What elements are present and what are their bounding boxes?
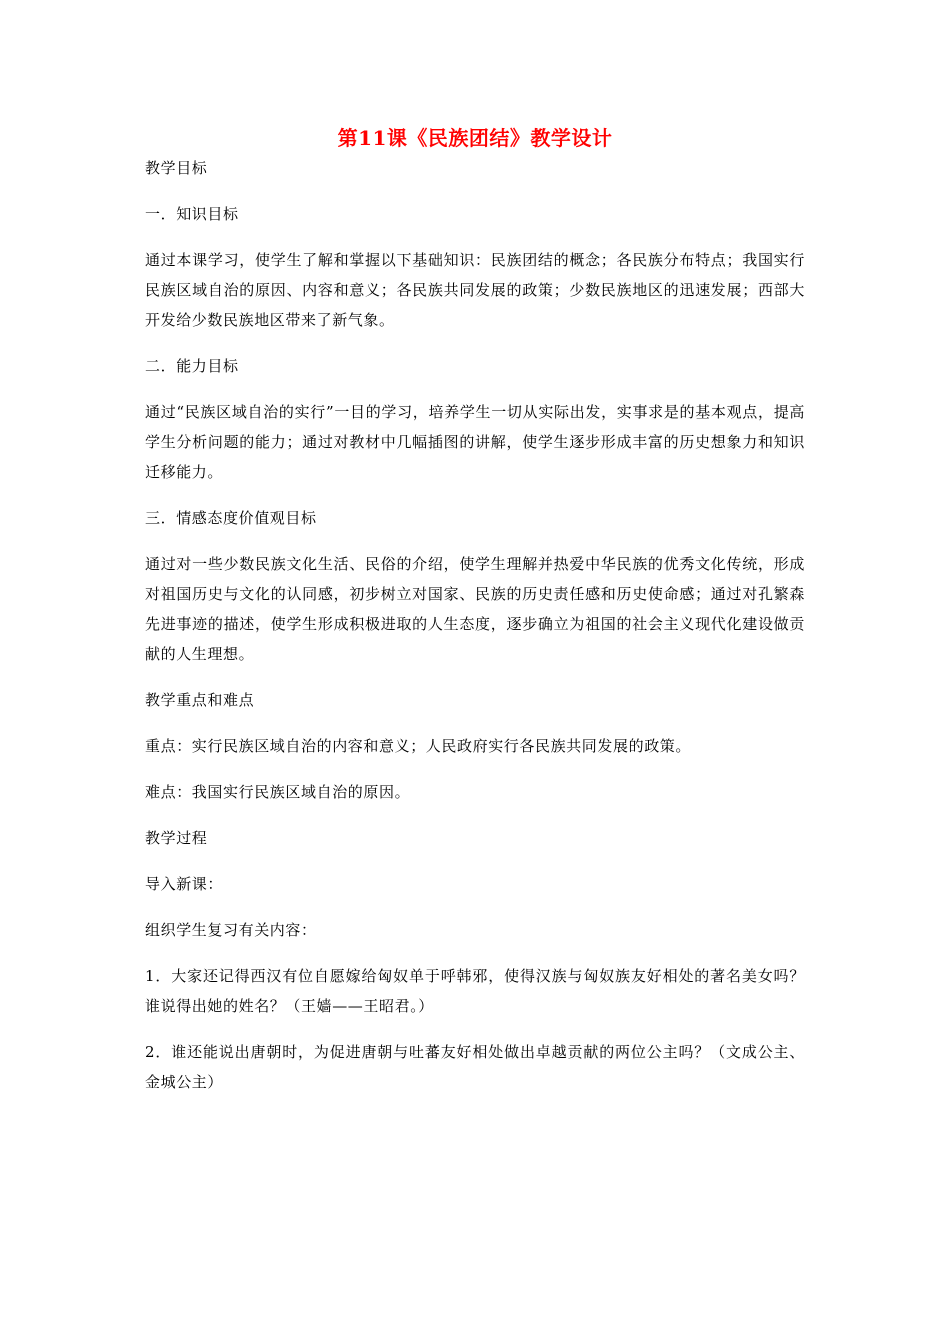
emotion-paragraph: 通过对一些少数民族文化生活、民俗的介绍，使学生理解并热爱中华民族的优秀文化传统，形成对祖国历史与文化的认同感，初步树立对国家、民族的历史责任感和历史使命感；通过对孔繁森先进事迹的描述，使学生形成积极进取的人生态度，逐步确立为祖国的社会主义现代化建设做贡献的人生理想。	[145, 555, 805, 663]
difficult-point: 难点：我国实行民族区域自治的原因。	[145, 783, 411, 801]
emotion-heading: 三．情感态度价值观目标	[145, 509, 317, 527]
question-2: 2．谁还能说出唐朝时，为促进唐朝与吐蕃友好相处做出卓越贡献的两位公主吗？（文成公主、金城公主）	[145, 1043, 805, 1091]
question-1: 1．大家还记得西汉有位自愿嫁给匈奴单于呼韩邪，使得汉族与匈奴族友好相处的著名美女吗？谁说得出她的姓名？（王嫱——王昭君。）	[145, 967, 805, 1015]
document-title: 第11课《民族团结》教学设计	[337, 126, 613, 150]
knowledge-paragraph: 通过本课学习，使学生了解和掌握以下基础知识：民族团结的概念；各民族分布特点；我国实行民族区域自治的原因、内容和意义；各民族共同发展的政策；少数民族地区的迅速发展；西部大开发给少数民族地区带来了新气象。	[145, 251, 805, 329]
ability-heading: 二．能力目标	[145, 357, 239, 375]
goals-heading: 教学目标	[145, 159, 208, 177]
ability-paragraph: 通过“民族区域自治的实行”一目的学习，培养学生一切从实际出发，实事求是的基本观点，提高学生分析问题的能力；通过对教材中几幅插图的讲解，使学生逐步形成丰富的历史想象力和知识迁移能力。	[145, 403, 805, 481]
process-heading: 教学过程	[145, 829, 208, 847]
key-point: 重点：实行民族区域自治的内容和意义；人民政府实行各民族共同发展的政策。	[145, 737, 692, 755]
review-heading: 组织学生复习有关内容：	[145, 921, 317, 939]
document-body	[145, 153, 805, 1113]
knowledge-heading: 一．知识目标	[145, 205, 239, 223]
key-difficult-heading: 教学重点和难点	[145, 691, 255, 709]
intro-heading: 导入新课：	[145, 875, 224, 893]
